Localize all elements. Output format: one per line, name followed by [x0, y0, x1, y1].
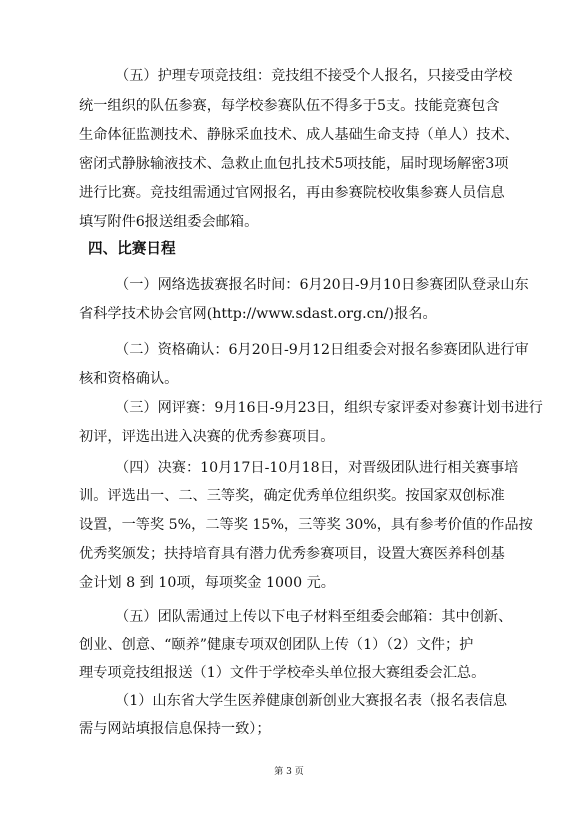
- text-line: 训。评选出一、二、三等奖，确定优秀单位组织奖。按国家双创标准: [79, 488, 505, 504]
- text-line: 设置，一等奖 5%，二等奖 15%，三等奖 30%，具有参考价值的作品按: [79, 517, 533, 533]
- page-number: 第 3 页: [274, 767, 304, 777]
- text-line: （二）资格确认：6月20日-9月12日组委会对报名参赛团队进行审: [115, 342, 529, 358]
- text-line: （五）护理专项竞技组：竞技组不接受个人报名，只接受由学校: [115, 68, 513, 84]
- text-line: 创业、创意、“颐养”健康专项双创团队上传（1）（2）文件；护: [79, 637, 474, 653]
- text-line: 省科学技术协会官网(http://www.sdast.org.cn/)报名。: [79, 306, 437, 322]
- text-line: 填写附件6报送组委会邮箱。: [79, 214, 259, 230]
- text-line: 需与网站填报信息保持一致）；: [79, 721, 271, 737]
- text-line: 初评，评选出进入决赛的优秀参赛项目。: [79, 429, 335, 445]
- text-line: 金计划 8 到 10项，每项奖金 1000 元。: [79, 575, 335, 591]
- text-line: （四）决赛：10月17日-10月18日，对晋级团队进行相关赛事培: [115, 460, 519, 476]
- text-line: 进行比赛。竞技组需通过官网报名，再由参赛院校收集参赛人员信息: [79, 185, 505, 201]
- text-line: 核和资格确认。: [79, 371, 179, 387]
- text-line: （五）团队需通过上传以下电子材料至组委会邮箱：其中创新、: [115, 609, 513, 625]
- text-line: （一）网络选拔赛报名时间：6月20日-9月10日参赛团队登录山东: [115, 277, 529, 293]
- text-line: 生命体征监测技术、静脉采血技术、成人基础生命支持（单人）技术、: [79, 127, 519, 143]
- text-line: 统一组织的队伍参赛，每学校参赛队伍不得多于5支。技能竞赛包含: [79, 98, 500, 114]
- text-line: （1）山东省大学生医养健康创新创业大赛报名表（报名表信息: [115, 693, 508, 709]
- text-line: 理专项竞技组报送（1）文件于学校牵头单位报大赛组委会汇总。: [79, 665, 486, 681]
- text-line: 密闭式静脉输液技术、急救止血包扎技术5项技能，届时现场解密3项: [79, 156, 509, 172]
- section-heading: 四、比赛日程: [88, 240, 176, 257]
- text-line: （三）网评赛：9月16日-9月23日，组织专家评委对参赛计划书进行: [115, 400, 543, 416]
- text-line: 优秀奖颁发；扶持培育具有潜力优秀参赛项目，设置大赛医养科创基: [79, 546, 505, 562]
